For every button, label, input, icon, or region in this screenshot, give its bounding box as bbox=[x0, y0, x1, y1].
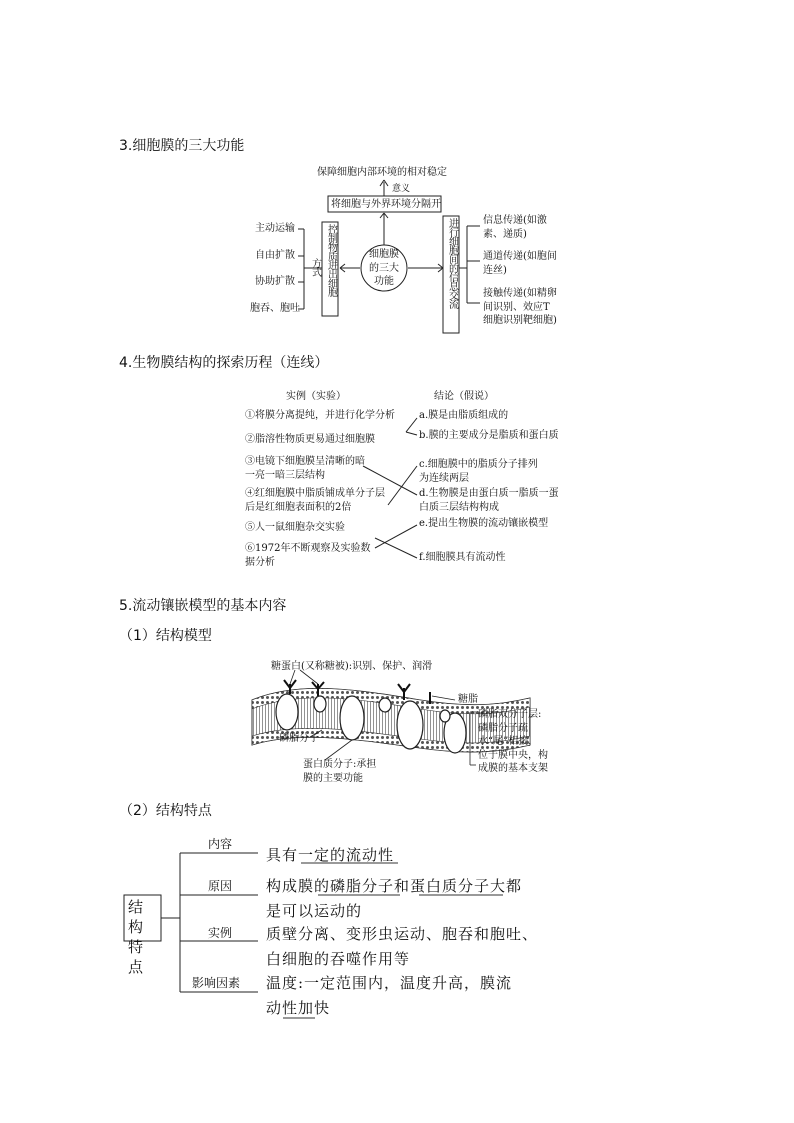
left-box-text: 控制物质进出细胞 bbox=[325, 224, 337, 296]
factor-text: 温度:一定范围内，温度升高，膜流动性加快 bbox=[266, 974, 513, 1017]
meaning-label: 意义 bbox=[392, 184, 411, 194]
method-label: 方式 bbox=[309, 258, 321, 276]
top-text: 保障细胞内部环境的相对稳定 bbox=[317, 167, 447, 178]
example-6: ⑥1972年不断观察及实验数据分析 bbox=[245, 543, 371, 568]
col-left-header: 实例（实验） bbox=[286, 391, 346, 402]
right-item-3: 接触传递(如精卵间识别、效应T细胞识别靶细胞) bbox=[483, 288, 557, 326]
branch-content: 内容 bbox=[208, 837, 233, 851]
left-item-4: 胞吞、胞吐 bbox=[250, 303, 300, 314]
example-1: ①将膜分离提纯，并进行化学分析 bbox=[245, 410, 395, 421]
col-right-header: 结论（假说） bbox=[434, 391, 494, 402]
label-protein: 蛋白质分子:承担膜的主要功能 bbox=[303, 759, 377, 784]
subheading-structure-model: （1）结构模型 bbox=[119, 628, 212, 644]
conclusion-d: d.生物膜是由蛋白质一脂质一蛋白质三层结构构成 bbox=[419, 488, 559, 513]
conclusion-a: a.膜是由脂质组成的 bbox=[419, 410, 509, 421]
conclusion-b: b.膜的主要成分是脂质和蛋白质 bbox=[419, 430, 559, 441]
section3-heading: 3.细胞膜的三大功能 bbox=[119, 138, 245, 154]
branch-factor: 影响因素 bbox=[192, 976, 241, 990]
left-item-1: 主动运输 bbox=[255, 223, 295, 234]
label-glycolipid: 糖脂 bbox=[458, 694, 478, 705]
section5-heading: 5.流动镶嵌模型的基本内容 bbox=[119, 598, 287, 614]
content-text: 具有一定的流动性 bbox=[266, 846, 395, 864]
section4-heading: 4.生物膜结构的探索历程（连线） bbox=[119, 355, 329, 371]
label-phospholipid: 磷脂分子 bbox=[279, 733, 319, 744]
conclusion-e: e.提出生物膜的流动镶嵌模型 bbox=[419, 518, 549, 529]
label-bilayer: 磷脂双分子层:磷脂分子疏水“尾”相接，位于膜中央，构成膜的基本支架 bbox=[478, 709, 548, 774]
subheading-structure-feature: （2）结构特点 bbox=[119, 803, 212, 819]
example-4: ④红细胞膜中脂质铺成单分子层后是红细胞表面积的2倍 bbox=[245, 488, 385, 513]
center-circle-text: 细胞膜的三大功能 bbox=[369, 249, 399, 287]
right-item-2: 通道传递(如胞间连丝) bbox=[483, 251, 557, 276]
example-text: 质壁分离、变形虫运动、胞吞和胞吐、白细胞的吞噬作用等 bbox=[266, 925, 539, 968]
conclusion-c: c.细胞膜中的脂质分子排列为连续两层 bbox=[419, 459, 538, 484]
conclusion-f: f.细胞膜具有流动性 bbox=[419, 552, 506, 563]
example-5: ⑤人一鼠细胞杂交实验 bbox=[245, 522, 345, 533]
branch-example: 实例 bbox=[208, 926, 233, 940]
left-item-3: 协助扩散 bbox=[255, 276, 295, 287]
example-2: ②脂溶性物质更易通过细胞膜 bbox=[245, 434, 375, 445]
right-box-text: 进行细胞间的信息交流 bbox=[446, 218, 458, 308]
right-item-1: 信息传递(如激素、递质) bbox=[483, 215, 547, 240]
left-item-2: 自由扩散 bbox=[255, 250, 295, 261]
root-box-text: 结构特点 bbox=[128, 898, 145, 976]
branch-reason: 原因 bbox=[208, 879, 233, 893]
reason-text: 构成膜的磷脂分子和蛋白质分子大都是可以运动的 bbox=[266, 877, 523, 920]
separate-box-text: 将细胞与外界环境分隔开 bbox=[331, 199, 441, 210]
example-3: ③电镜下细胞膜呈清晰的暗一亮一暗三层结构 bbox=[245, 456, 365, 481]
label-glycoprotein: 糖蛋白(又称糖被):识别、保护、润滑 bbox=[271, 661, 433, 672]
